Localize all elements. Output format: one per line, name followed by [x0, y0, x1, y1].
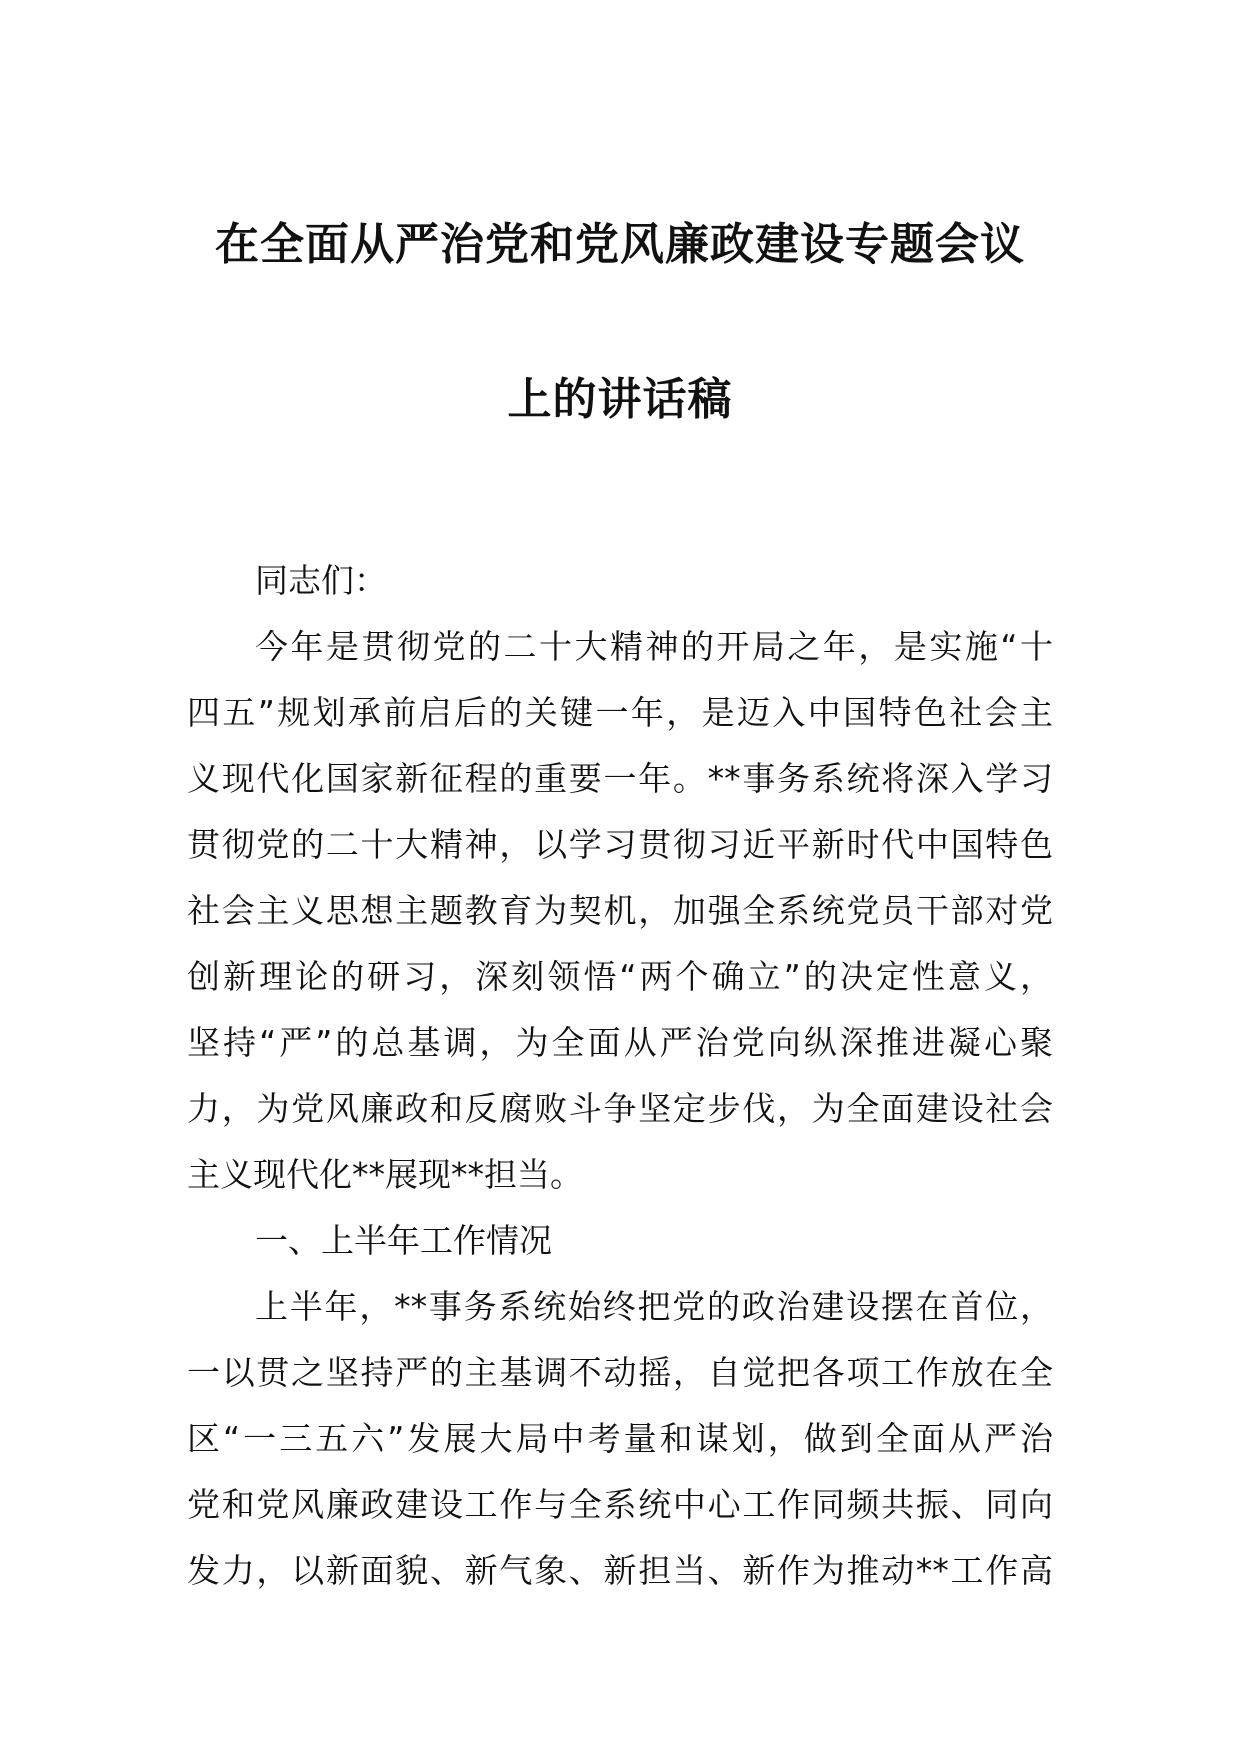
body-text-line: 上半年，**事务系统始终把党的政治建设摆在首位， — [255, 1287, 1053, 1326]
body-text-line: 四五”规划承前启后的关键一年，是迈入中国特色社会主 — [187, 693, 1053, 732]
body-text-line: 贯彻党的二十大精神，以学习贯彻习近平新时代中国特色 — [187, 825, 1053, 864]
body-text-line: 区“一三五六”发展大局中考量和谋划，做到全面从严治 — [187, 1419, 1053, 1458]
body-text-line: 创新理论的研习，深刻领悟“两个确立”的决定性意义， — [187, 957, 1053, 996]
body-text-line: 社会主义思想主题教育为契机，加强全系统党员干部对党 — [187, 891, 1053, 930]
body-text-line: 发力，以新面貌、新气象、新担当、新作为推动**工作高 — [187, 1551, 1053, 1590]
body-text-line: 一、上半年工作情况 — [255, 1221, 552, 1260]
body-text-line: 主义现代化**展现**担当。 — [187, 1155, 583, 1194]
document-title-line-1: 在全面从严治党和党风廉政建设专题会议 — [215, 219, 1025, 270]
body-text-line: 同志们： — [255, 561, 387, 600]
document-title-line-2: 上的讲话稿 — [507, 374, 733, 425]
body-text-line: 一以贯之坚持严的主基调不动摇，自觉把各项工作放在全 — [187, 1353, 1053, 1392]
body-text-line: 力，为党风廉政和反腐败斗争坚定步伐，为全面建设社会 — [187, 1089, 1053, 1128]
document-body — [187, 548, 1053, 1604]
body-text-line: 今年是贯彻党的二十大精神的开局之年，是实施“十 — [255, 627, 1053, 666]
body-text-line: 党和党风廉政建设工作与全系统中心工作同频共振、同向 — [187, 1485, 1053, 1524]
body-text-line: 义现代化国家新征程的重要一年。**事务系统将深入学习 — [187, 759, 1053, 798]
body-text-line: 坚持“严”的总基调，为全面从严治党向纵深推进凝心聚 — [187, 1023, 1053, 1062]
